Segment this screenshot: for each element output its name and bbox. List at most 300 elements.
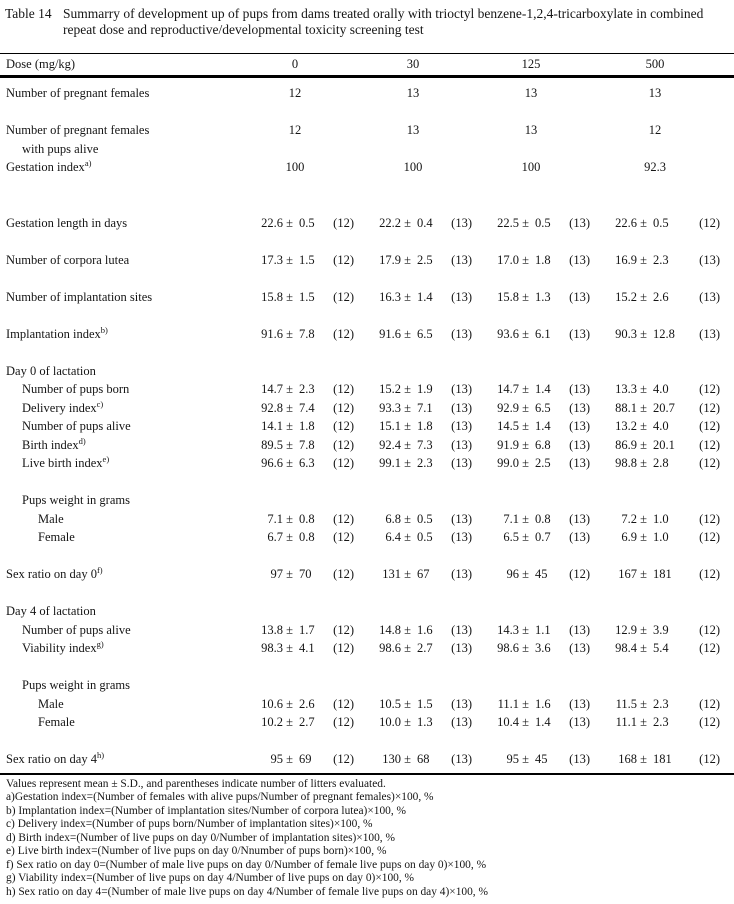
- value-cell: [354, 528, 472, 547]
- litter-count: (12): [699, 215, 720, 230]
- dose-value: 500: [645, 57, 665, 71]
- litter-count: (12): [333, 567, 354, 581]
- plus-minus: ±: [286, 530, 293, 544]
- mean-value: 10.0: [379, 715, 401, 729]
- footnote-marker: g): [96, 639, 104, 649]
- mean-value: 98.3: [261, 641, 283, 655]
- dose-value: 0: [291, 57, 299, 71]
- sd-value: 7.4: [299, 400, 315, 415]
- plus-minus: ±: [404, 641, 411, 655]
- sd-value: 1.4: [535, 382, 551, 396]
- table-row: [0, 158, 734, 177]
- mean-value: 22.6: [615, 215, 637, 230]
- plus-minus: ±: [286, 567, 293, 581]
- table-header-row: [0, 54, 734, 75]
- table-row: [0, 288, 734, 307]
- litter-count: (13): [699, 326, 720, 341]
- value-cell: [236, 713, 354, 732]
- mean-value: 16.9: [615, 252, 637, 267]
- value-cell: [590, 288, 720, 307]
- litter-count: (13): [451, 715, 472, 729]
- value-cell: [354, 84, 472, 103]
- litter-count: (13): [451, 530, 472, 544]
- litter-count: (13): [451, 641, 472, 655]
- litter-count: (13): [451, 752, 472, 766]
- value-cell: [472, 621, 590, 640]
- value-cell: [590, 399, 720, 418]
- mean-value: 14.5: [497, 419, 519, 433]
- plus-minus: ±: [404, 252, 411, 267]
- litter-count: (13): [451, 419, 472, 433]
- value-cell: [236, 121, 354, 140]
- value-cell: [354, 621, 472, 640]
- plus-minus: ±: [640, 215, 647, 230]
- value-cell: [354, 565, 472, 584]
- value-cell: [590, 251, 720, 270]
- sd-value: 68: [417, 752, 430, 766]
- mean-value: 6.7: [267, 530, 283, 544]
- value-cell: [354, 399, 472, 418]
- mean-value: 13.2: [615, 419, 637, 433]
- row-label: Gestation index$^{a)}$: [6, 158, 92, 174]
- value-cell: [590, 158, 720, 177]
- sd-value: 2.3: [299, 382, 315, 396]
- litter-count: (13): [451, 511, 472, 526]
- value-cell: [472, 750, 590, 769]
- sd-value: 1.3: [535, 289, 551, 304]
- litter-count: (13): [569, 289, 590, 304]
- value-cell: [472, 399, 590, 418]
- litter-count: (12): [569, 567, 590, 581]
- value-cell: [354, 454, 472, 473]
- mean-value: 98.4: [615, 641, 637, 655]
- sd-value: 7.3: [417, 437, 433, 452]
- plus-minus: ±: [404, 567, 411, 581]
- sd-value: 4.0: [653, 419, 669, 433]
- simple-value: 13: [648, 86, 662, 100]
- plus-minus: ±: [286, 437, 293, 452]
- plus-minus: ±: [522, 400, 529, 415]
- sd-value: 6.1: [535, 326, 551, 341]
- footnote-marker: f): [96, 565, 103, 575]
- value-cell: [472, 639, 590, 658]
- mean-value: 88.1: [615, 400, 637, 415]
- table-row: [0, 251, 734, 270]
- sd-value: 6.8: [535, 437, 551, 452]
- sd-value: 181: [653, 752, 672, 766]
- row-label: Male: [38, 696, 64, 711]
- sd-value: 6.5: [535, 400, 551, 415]
- footnote-marker: b): [100, 324, 108, 335]
- mean-value: 130: [382, 752, 401, 766]
- plus-minus: ±: [404, 696, 411, 711]
- value-cell: [472, 214, 590, 233]
- litter-count: (12): [699, 696, 720, 711]
- row-label: Day 0 of lactation: [6, 363, 96, 378]
- sd-value: 0.5: [417, 530, 433, 544]
- sd-value: 7.8: [299, 326, 315, 341]
- litter-count: (12): [699, 567, 720, 581]
- plus-minus: ±: [640, 511, 647, 526]
- simple-value: 13: [406, 123, 420, 137]
- litter-count: (13): [451, 456, 472, 470]
- dose-column-header: [590, 54, 720, 75]
- mean-value: 11.5: [615, 696, 637, 711]
- litter-count: (13): [451, 437, 472, 452]
- sd-value: 45: [535, 567, 548, 581]
- plus-minus: ±: [522, 289, 529, 304]
- mean-value: 167: [618, 567, 637, 581]
- sd-value: 1.4: [535, 715, 551, 729]
- mean-value: 86.9: [615, 437, 637, 452]
- mean-value: 7.1: [503, 511, 519, 526]
- plus-minus: ±: [522, 752, 529, 766]
- plus-minus: ±: [522, 530, 529, 544]
- plus-minus: ±: [404, 622, 411, 637]
- litter-count: (13): [569, 437, 590, 452]
- row-label: Number of pregnant females: [6, 123, 150, 137]
- litter-count: (13): [569, 530, 590, 544]
- litter-count: (12): [333, 289, 354, 304]
- mean-value: 10.6: [261, 696, 283, 711]
- litter-count: (12): [699, 400, 720, 415]
- value-cell: [236, 380, 354, 399]
- section-row: [0, 140, 734, 159]
- litter-count: (12): [333, 752, 354, 766]
- plus-minus: ±: [640, 752, 647, 766]
- value-cell: [590, 695, 720, 714]
- mean-value: 98.6: [497, 641, 519, 655]
- table-row: [0, 454, 734, 473]
- litter-count: (12): [699, 530, 720, 544]
- sd-value: 0.5: [653, 215, 669, 230]
- row-label: Day 4 of lactation: [6, 604, 96, 618]
- row-label: Implantation index$^{b)}$: [6, 324, 108, 341]
- mean-value: 91.6: [379, 326, 401, 341]
- simple-value: 12: [288, 86, 302, 100]
- litter-count: (13): [569, 252, 590, 267]
- mean-value: 14.7: [497, 382, 519, 396]
- plus-minus: ±: [522, 641, 529, 655]
- litter-count: (12): [699, 641, 720, 655]
- footnote-line: f) Sex ratio on day 0=(Number of male live pups on day 0/Number of female live pups on day 0)×100, %: [6, 858, 487, 871]
- mean-value: 22.5: [497, 215, 519, 230]
- row-label: with pups alive: [22, 141, 99, 156]
- litter-count: (13): [569, 715, 590, 729]
- row-label: Number of pups alive: [22, 622, 131, 637]
- value-cell: [590, 436, 720, 455]
- footnote-line: d) Birth index=(Number of live pups on day 0/Number of implantation sites)×100, %: [6, 831, 395, 844]
- dose-column-header: [354, 54, 472, 75]
- sd-value: 1.8: [417, 419, 433, 433]
- value-cell: [472, 288, 590, 307]
- row-label: Female: [38, 530, 75, 544]
- value-cell: [236, 399, 354, 418]
- litter-count: (13): [569, 752, 590, 766]
- sd-value: 2.3: [653, 696, 669, 711]
- value-cell: [472, 528, 590, 547]
- litter-count: (13): [451, 382, 472, 396]
- simple-value: 100: [403, 160, 423, 174]
- footnote-line: g) Viability index=(Number of live pups on day 4/Number of live pups on day 0)×100, %: [6, 872, 415, 884]
- value-cell: [236, 288, 354, 307]
- value-cell: [354, 325, 472, 344]
- plus-minus: ±: [522, 419, 529, 433]
- plus-minus: ±: [522, 696, 529, 711]
- sd-value: 1.6: [417, 622, 433, 637]
- footnote-marker: d): [78, 435, 86, 446]
- value-cell: [354, 251, 472, 270]
- litter-count: (13): [569, 456, 590, 470]
- simple-value: 13: [524, 86, 538, 100]
- footnote-marker: a): [84, 158, 92, 168]
- table-row: [0, 399, 734, 418]
- header-separator-rule: [0, 75, 734, 78]
- mean-value: 6.5: [503, 530, 519, 544]
- mean-value: 15.2: [615, 289, 637, 304]
- mean-value: 89.5: [261, 437, 283, 452]
- plus-minus: ±: [640, 419, 647, 433]
- mean-value: 93.3: [379, 400, 401, 415]
- mean-value: 11.1: [615, 715, 637, 729]
- mean-value: 98.8: [615, 456, 637, 470]
- value-cell: [236, 436, 354, 455]
- sd-value: 2.7: [299, 715, 315, 729]
- simple-value: 92.3: [644, 160, 666, 174]
- value-cell: [354, 695, 472, 714]
- litter-count: (13): [699, 252, 720, 267]
- sd-value: 1.6: [535, 696, 551, 711]
- sd-value: 2.3: [653, 715, 669, 729]
- litter-count: (13): [451, 400, 472, 415]
- plus-minus: ±: [640, 622, 647, 637]
- table-body: [0, 84, 734, 769]
- row-label: Pups weight in grams: [22, 678, 130, 692]
- litter-count: (12): [333, 641, 354, 655]
- sd-value: 181: [653, 567, 672, 581]
- row-label: Gestation length in days: [6, 215, 128, 230]
- row-label: Male: [38, 511, 64, 526]
- litter-count: (12): [699, 382, 720, 396]
- mean-value: 14.7: [261, 382, 283, 396]
- sd-value: 2.5: [417, 252, 433, 267]
- sd-value: 20.1: [653, 437, 675, 452]
- sd-value: 0.8: [299, 530, 315, 544]
- footnote-line: Values represent mean ± S.D., and parentheses indicate number of litters evaluated.: [6, 777, 386, 790]
- table-row: [0, 214, 734, 233]
- value-cell: [590, 510, 720, 529]
- simple-value: 12: [288, 123, 302, 137]
- value-cell: [590, 713, 720, 732]
- plus-minus: ±: [404, 419, 411, 433]
- table-row: [0, 510, 734, 529]
- footnote-line: e) Live birth index=(Number of live pups on day 0/Nnumber of pups born)×100, %: [6, 845, 387, 857]
- row-label: Number of pups born: [22, 382, 130, 396]
- litter-count: (12): [333, 530, 354, 544]
- sd-value: 2.7: [417, 641, 433, 655]
- sd-value: 3.6: [535, 641, 551, 655]
- mean-value: 98.6: [379, 641, 401, 655]
- mean-value: 10.5: [379, 696, 401, 711]
- simple-value: 12: [648, 123, 662, 137]
- sd-value: 7.8: [299, 437, 315, 452]
- plus-minus: ±: [640, 456, 647, 470]
- plus-minus: ±: [286, 456, 293, 470]
- sd-value: 2.5: [535, 456, 551, 470]
- dose-value: 125: [521, 57, 541, 71]
- dose-value: 30: [406, 57, 420, 71]
- value-cell: [236, 84, 354, 103]
- row-label: Number of pregnant females: [6, 86, 150, 100]
- litter-count: (12): [333, 511, 354, 526]
- mean-value: 14.8: [379, 622, 401, 637]
- litter-count: (12): [699, 456, 720, 470]
- value-cell: [236, 417, 354, 436]
- table-caption: [0, 0, 734, 37]
- sd-value: 2.3: [417, 456, 433, 470]
- mean-value: 17.9: [379, 252, 401, 267]
- value-cell: [472, 417, 590, 436]
- litter-count: (13): [451, 567, 472, 581]
- table-row: [0, 713, 734, 732]
- mean-value: 15.1: [379, 419, 401, 433]
- row-label: Live birth index$^{e)}$: [22, 454, 110, 470]
- value-cell: [472, 380, 590, 399]
- mean-value: 92.8: [261, 400, 283, 415]
- plus-minus: ±: [286, 326, 293, 341]
- sd-value: 67: [417, 567, 430, 581]
- litter-count: (13): [569, 400, 590, 415]
- section-row: [0, 602, 734, 621]
- sd-value: 2.3: [653, 252, 669, 267]
- mean-value: 6.9: [621, 530, 637, 544]
- plus-minus: ±: [286, 641, 293, 655]
- litter-count: (12): [699, 622, 720, 637]
- litter-count: (12): [699, 752, 720, 766]
- sd-value: 12.8: [653, 326, 675, 341]
- table-title: Summarry of development up of pups from dams treated orally with trioctyl benzene-1,2,4-tricarboxylate in combined repeat dose and reproductive/developmental toxicity screening test: [63, 6, 704, 37]
- footnotes: [0, 778, 734, 900]
- mean-value: 92.4: [379, 437, 401, 452]
- litter-count: (12): [333, 456, 354, 470]
- sd-value: 2.6: [653, 289, 669, 304]
- value-cell: [472, 436, 590, 455]
- plus-minus: ±: [640, 326, 647, 341]
- plus-minus: ±: [286, 419, 293, 433]
- simple-value: 100: [285, 160, 305, 174]
- value-cell: [354, 121, 472, 140]
- footnote-marker: h): [96, 750, 105, 760]
- litter-count: (12): [699, 511, 720, 526]
- sd-value: 1.1: [535, 622, 551, 637]
- plus-minus: ±: [522, 511, 529, 526]
- plus-minus: ±: [640, 641, 647, 655]
- mean-value: 13.8: [261, 622, 283, 637]
- plus-minus: ±: [404, 326, 411, 341]
- row-label: Sex ratio on day 0$^{f)}$: [6, 565, 103, 581]
- dose-column-header: [236, 54, 354, 75]
- value-cell: [236, 750, 354, 769]
- mean-value: 13.3: [615, 382, 637, 396]
- mean-value: 17.0: [497, 252, 519, 267]
- mean-value: 96: [506, 567, 519, 581]
- value-cell: [236, 510, 354, 529]
- plus-minus: ±: [404, 456, 411, 470]
- sd-value: 1.8: [535, 252, 551, 267]
- value-cell: [472, 325, 590, 344]
- sd-value: 0.5: [535, 215, 551, 230]
- mean-value: 15.8: [261, 289, 283, 304]
- litter-count: (12): [333, 252, 354, 267]
- row-label: Sex ratio on day 4$^{h)}$: [6, 750, 105, 766]
- plus-minus: ±: [640, 252, 647, 267]
- plus-minus: ±: [404, 289, 411, 304]
- mean-value: 14.3: [497, 622, 519, 637]
- plus-minus: ±: [286, 715, 293, 729]
- row-label: Number of implantation sites: [6, 289, 153, 304]
- value-cell: [354, 436, 472, 455]
- mean-value: 12.9: [615, 622, 637, 637]
- sd-value: 4.1: [299, 641, 315, 655]
- table-row: [0, 121, 734, 140]
- table-row: [0, 695, 734, 714]
- litter-count: (12): [333, 419, 354, 433]
- mean-value: 10.4: [497, 715, 519, 729]
- mean-value: 93.6: [497, 326, 519, 341]
- litter-count: (12): [333, 437, 354, 452]
- table-row: [0, 528, 734, 547]
- plus-minus: ±: [286, 252, 293, 267]
- section-row: [0, 491, 734, 510]
- litter-count: (13): [451, 622, 472, 637]
- plus-minus: ±: [640, 567, 647, 581]
- plus-minus: ±: [522, 326, 529, 341]
- mean-value: 11.1: [497, 696, 519, 711]
- mean-value: 96.6: [261, 456, 283, 470]
- litter-count: (12): [699, 419, 720, 433]
- litter-count: (12): [699, 715, 720, 729]
- sd-value: 1.5: [299, 252, 315, 267]
- plus-minus: ±: [522, 437, 529, 452]
- value-cell: [472, 454, 590, 473]
- sd-value: 1.8: [299, 419, 315, 433]
- plus-minus: ±: [522, 622, 529, 637]
- litter-count: (13): [451, 215, 472, 230]
- sd-value: 0.7: [535, 530, 551, 544]
- footnote-marker: e): [102, 454, 110, 464]
- sd-value: 2.8: [653, 456, 669, 470]
- value-cell: [236, 454, 354, 473]
- value-cell: [354, 750, 472, 769]
- value-cell: [354, 288, 472, 307]
- plus-minus: ±: [640, 382, 647, 396]
- sd-value: 5.4: [653, 641, 669, 655]
- plus-minus: ±: [404, 382, 411, 396]
- litter-count: (13): [699, 289, 720, 304]
- plus-minus: ±: [404, 215, 411, 230]
- litter-count: (12): [333, 400, 354, 415]
- sd-value: 1.4: [535, 419, 551, 433]
- table-bottom-rule: [0, 773, 734, 775]
- value-cell: [472, 158, 590, 177]
- value-cell: [236, 214, 354, 233]
- mean-value: 6.8: [385, 511, 401, 526]
- litter-count: (12): [333, 696, 354, 711]
- litter-count: (13): [569, 641, 590, 655]
- mean-value: 16.3: [379, 289, 401, 304]
- footnote-line: a)Gestation index=(Number of females with alive pups/Number of pregnant females)×100, %: [6, 791, 434, 803]
- litter-count: (13): [451, 289, 472, 304]
